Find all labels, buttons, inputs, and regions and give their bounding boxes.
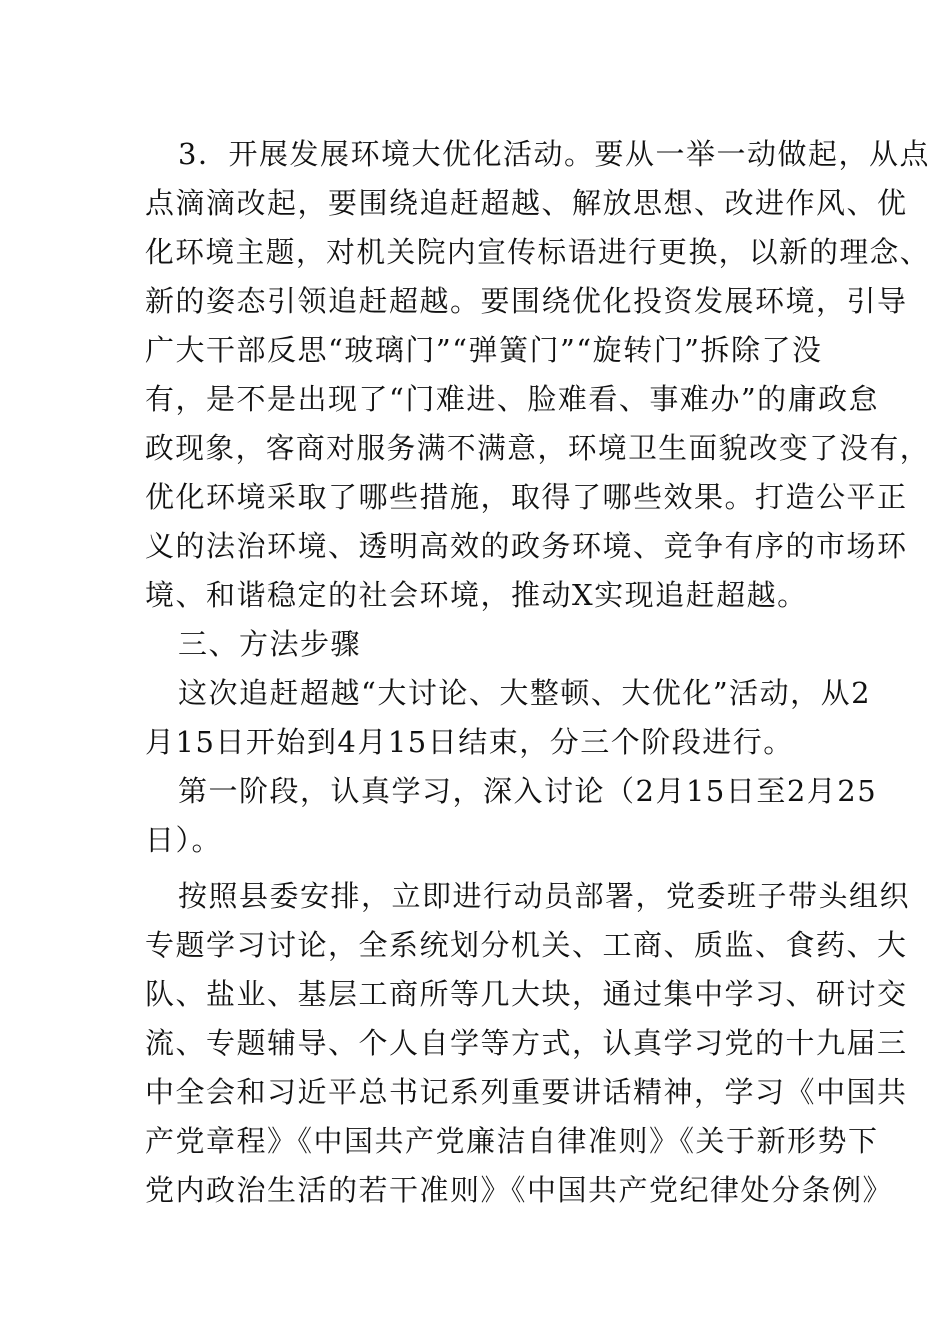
text-line: 境、和谐稳定的社会环境，推动X实现追赶超越。 bbox=[145, 578, 808, 612]
text-line: 产党章程》《中国共产党廉洁自律准则》《关于新形势下 bbox=[145, 1124, 879, 1158]
text-line: 3．开展发展环境大优化活动。要从一举一动做起，从点 bbox=[178, 137, 930, 171]
text-line: 党内政治生活的若干准则》《中国共产党纪律处分条例》 bbox=[145, 1173, 894, 1207]
text-line: 化环境主题，对机关院内宣传标语进行更换，以新的理念、 bbox=[145, 235, 931, 269]
text-line: 优化环境采取了哪些措施，取得了哪些效果。打造公平正 bbox=[145, 480, 908, 514]
text-line: 日）。 bbox=[145, 823, 223, 857]
text-line: 月15日开始到4月15日结束，分三个阶段进行。 bbox=[145, 725, 794, 759]
text-line: 政现象，客商对服务满不满意，环境卫生面貌改变了没有， bbox=[145, 431, 931, 465]
text-line: 新的姿态引领追赶超越。要围绕优化投资发展环境，引导 bbox=[145, 284, 908, 318]
text-line: 点滴滴改起，要围绕追赶超越、解放思想、改进作风、优 bbox=[145, 186, 908, 220]
text-line: 队、盐业、基层工商所等几大块，通过集中学习、研讨交 bbox=[145, 977, 908, 1011]
text-line: 有，是不是出现了“门难进、脸难看、事难办”的庸政怠 bbox=[145, 382, 880, 416]
text-line: 中全会和习近平总书记系列重要讲话精神，学习《中国共 bbox=[145, 1075, 908, 1109]
text-line: 流、专题辅导、个人自学等方式，认真学习党的十九届三 bbox=[145, 1026, 908, 1060]
phase-heading: 第一阶段，认真学习，深入讨论（2月15日至2月25 bbox=[178, 774, 878, 808]
text-line: 专题学习讨论，全系统划分机关、工商、质监、食药、大 bbox=[145, 928, 908, 962]
text-line: 广大干部反思“玻璃门”“弹簧门”“旋转门”拆除了没 bbox=[145, 333, 823, 367]
text-line: 这次追赶超越“大讨论、大整顿、大优化”活动，从2 bbox=[178, 676, 872, 710]
text-line: 按照县委安排，立即进行动员部署，党委班子带头组织 bbox=[178, 879, 911, 913]
text-line: 义的法治环境、透明高效的政务环境、竞争有序的市场环 bbox=[145, 529, 908, 563]
section-heading: 三、方法步骤 bbox=[178, 627, 362, 661]
